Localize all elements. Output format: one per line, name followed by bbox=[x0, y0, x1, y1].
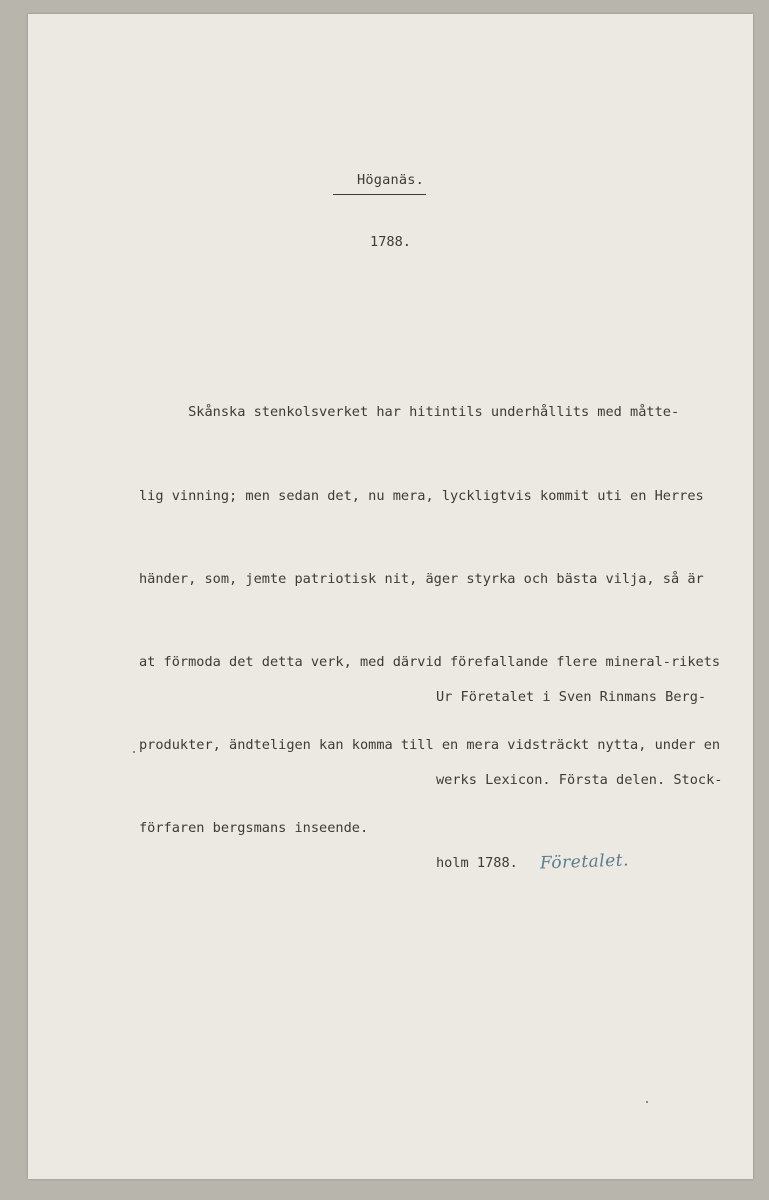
source-line-last bbox=[436, 849, 736, 878]
document-year: 1788. bbox=[370, 234, 411, 250]
document-sheet bbox=[28, 14, 753, 1179]
source-line: holm 1788. bbox=[436, 855, 518, 871]
source-line: Ur Företalet i Sven Rinmans Berg- bbox=[436, 689, 707, 705]
body-line: händer, som, jemte patriotisk nit, äger styrka och bästa vilja, så är bbox=[139, 570, 704, 587]
body-line: lig vinning; men sedan det, nu mera, lyckligtvis kommit uti en Herres bbox=[139, 487, 704, 504]
body-line: Skånska stenkolsverket har hitintils underhållits med måtte- bbox=[139, 404, 680, 421]
handwritten-note: Företalet. bbox=[539, 850, 630, 874]
document-title: Höganäs. bbox=[356, 172, 425, 188]
source-line: werks Lexicon. Första delen. Stock- bbox=[436, 771, 723, 788]
title-underline bbox=[333, 194, 426, 195]
paper-speck bbox=[133, 751, 135, 753]
source-citation bbox=[436, 629, 736, 933]
body-line: at förmoda det detta verk, med därvid förefallande flere mineral-rikets bbox=[139, 653, 721, 670]
body-line: förfaren bergsmans inseende. bbox=[139, 819, 369, 836]
body-line: produkter, ändteligen kan komma till en mera vidsträckt nytta, under en bbox=[139, 736, 721, 753]
paper-speck bbox=[646, 1101, 648, 1103]
